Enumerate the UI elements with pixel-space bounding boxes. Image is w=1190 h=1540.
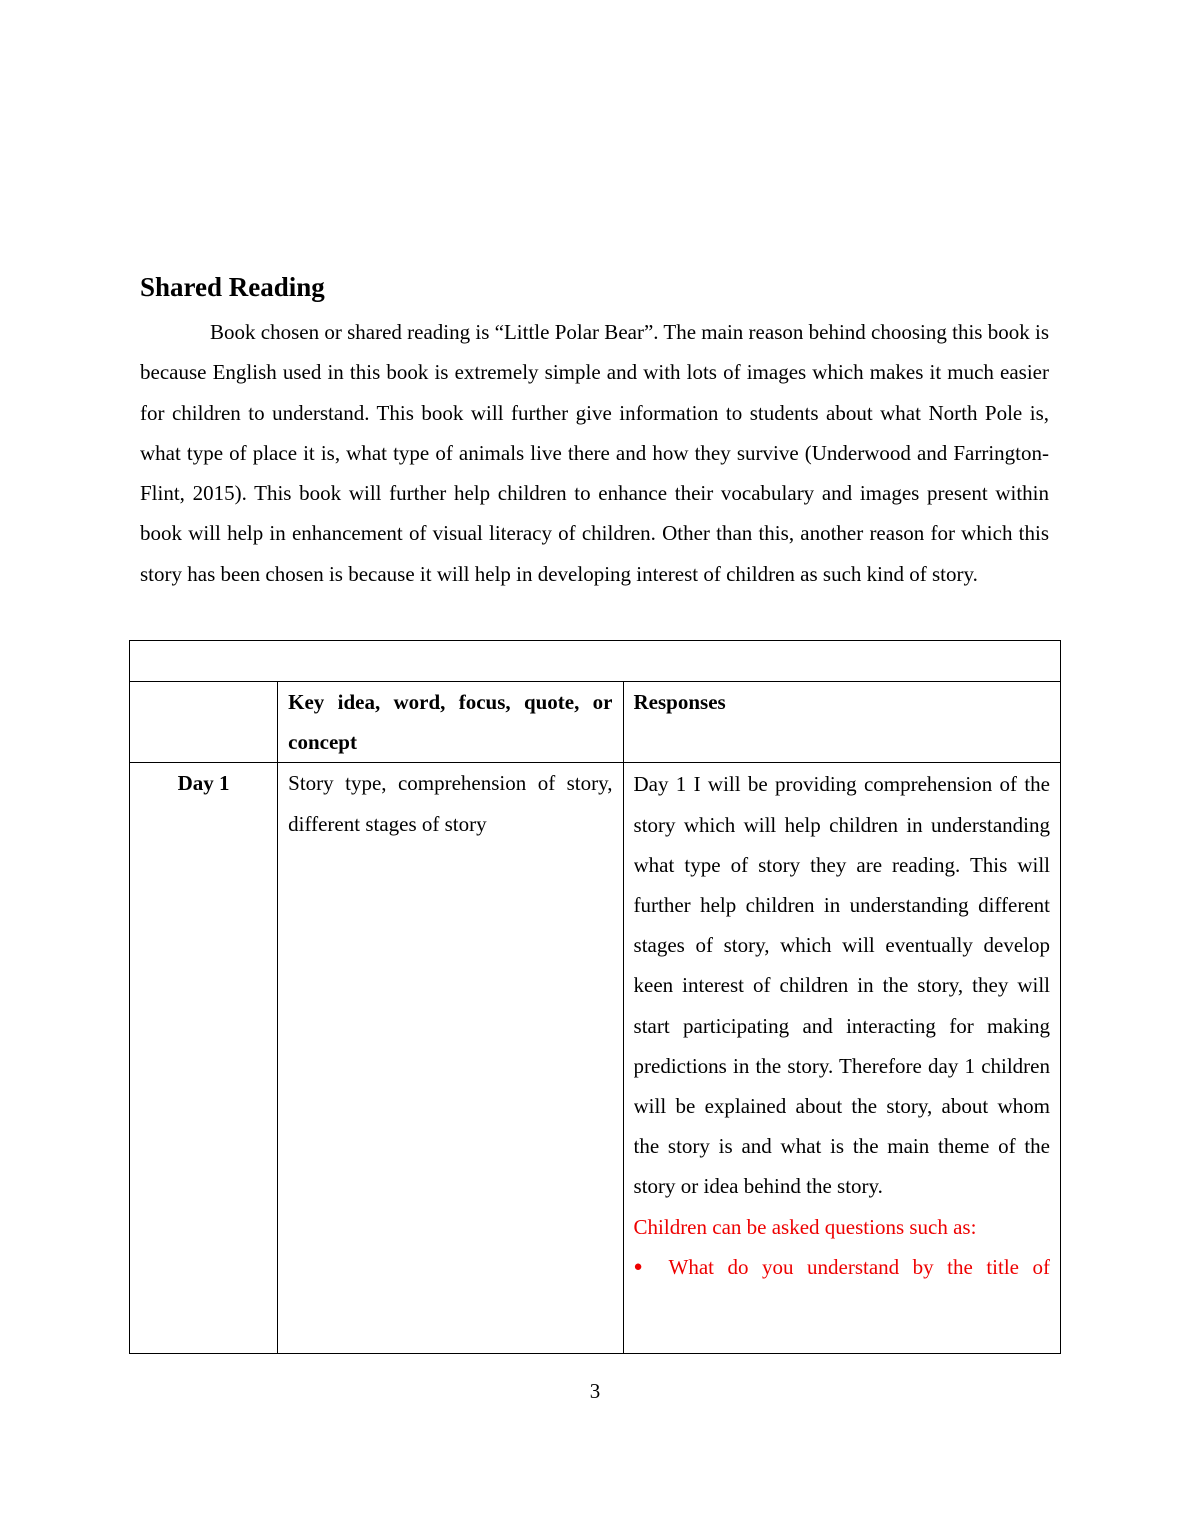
table-header-row	[130, 682, 1061, 763]
header-key-idea: Key idea, word, focus, quote, or concept	[278, 682, 623, 763]
response-content	[634, 763, 1050, 1353]
header-empty-cell	[130, 682, 278, 763]
table-title-row	[130, 641, 1061, 682]
question-item	[634, 1247, 1050, 1287]
response-text: Day 1 I will be providing comprehension of the story which will help children in understanding what type of story they are reading. This will further help children in understanding different stages of story, which will eventually develop keen interest of children in the story, they will start participating and interacting for making predictions in the story. Therefore day 1 children will be explained about the story, about whom the story is and what is the main theme of the story or idea behind the story.	[633, 772, 1050, 1199]
questions-intro: Children can be asked questions such as:	[633, 1214, 977, 1239]
page-number: 3	[589, 1379, 601, 1403]
response-cell	[623, 763, 1060, 1354]
intro-paragraph: Book chosen or shared reading is “Little Polar Bear”. The main reason behind choosing this book is because English used in this book is extremely simple and with lots of images which makes it much easier for children to understand. This book will further give information to students about what North Pole is, what type of place it is, what type of animals live there and how they survive (Underwood and Farrington-Flint, 2015). This book will further help children to enhance their vocabulary and images present within book will help in enhancement of visual literacy of children. Other than this, another reason for which this story has been chosen is because it will help in developing interest of children as such kind of story.	[140, 320, 1049, 586]
table-row	[130, 763, 1061, 1354]
key-idea-cell: Story type, comprehension of story, different stages of story	[278, 763, 623, 1354]
question-text: What do you understand by the title of	[668, 1254, 1050, 1279]
table-title-cell	[130, 641, 1061, 682]
section-heading: Shared Reading	[140, 272, 325, 302]
header-responses: Responses	[623, 682, 1060, 763]
day-label: Day 1	[130, 763, 278, 1354]
shared-reading-table	[129, 640, 1061, 1354]
bullet-icon: ●	[633, 1258, 643, 1275]
